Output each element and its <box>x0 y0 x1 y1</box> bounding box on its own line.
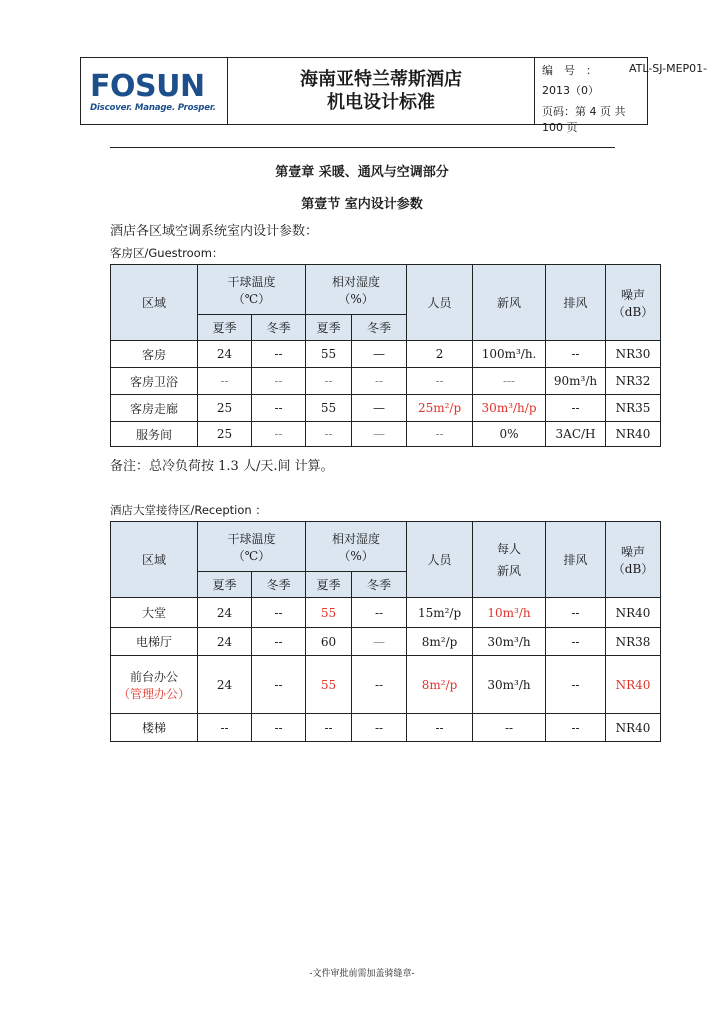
table-cell: 电梯厅 <box>111 628 198 656</box>
table-cell: 30m³/h/p <box>473 395 546 422</box>
table-cell: 8m²/p <box>407 656 473 714</box>
table-cell: 90m³/h <box>546 368 606 395</box>
table-cell: 楼梯 <box>111 714 198 742</box>
table-cell: -- <box>252 714 306 742</box>
table-cell: 客房 <box>111 341 198 368</box>
table-cell: 24 <box>198 598 252 628</box>
table-cell: -- <box>306 714 352 742</box>
table-row <box>111 422 661 447</box>
table-cell: -- <box>546 714 606 742</box>
table-cell: -- <box>252 341 306 368</box>
document-info <box>536 58 708 134</box>
table-cell: -- <box>252 422 306 447</box>
page-info: 页码：第 4 页 共 100 页 <box>542 105 626 134</box>
table-cell: 24 <box>198 628 252 656</box>
col-hum-winter: 冬季 <box>352 572 407 598</box>
document-title <box>228 58 535 124</box>
col-temp-summer: 夏季 <box>198 315 252 341</box>
table-cell: 55 <box>306 341 352 368</box>
guestroom-note: 备注：总冷负荷按 1.3 人/天.间 计算。 <box>110 459 334 474</box>
table-row <box>111 368 661 395</box>
title-line-2: 机电设计标准 <box>327 92 435 113</box>
table-row <box>111 628 661 656</box>
table-row <box>111 598 661 628</box>
table-cell: -- <box>546 395 606 422</box>
col-temp: 干球温度 （℃） <box>198 265 306 315</box>
doc-number-label: 编 号 ： <box>542 64 597 77</box>
table-cell: 30m³/h <box>473 628 546 656</box>
table-cell: NR40 <box>606 598 661 628</box>
table-cell: -- <box>252 368 306 395</box>
col-temp-winter: 冬季 <box>252 572 306 598</box>
table-cell: 15m²/p <box>407 598 473 628</box>
reception-caption: 酒店大堂接待区/Reception ： <box>110 503 267 517</box>
table-cell: NR30 <box>606 341 661 368</box>
table-cell: -- <box>306 368 352 395</box>
col-temp-winter: 冬季 <box>252 315 306 341</box>
col-people: 人员 <box>407 265 473 341</box>
table-cell: 客房卫浴 <box>111 368 198 395</box>
company-logo <box>81 58 228 124</box>
table-cell: 3AC/H <box>546 422 606 447</box>
table-cell: -- <box>252 395 306 422</box>
col-area: 区域 <box>111 522 198 598</box>
table-cell: — <box>352 628 407 656</box>
col-exhaust: 排风 <box>546 265 606 341</box>
table-cell: -- <box>306 422 352 447</box>
document-header <box>80 57 708 134</box>
table-cell: 55 <box>306 395 352 422</box>
table-cell: 24 <box>198 656 252 714</box>
table-cell: -- <box>352 368 407 395</box>
table-cell: -- <box>546 628 606 656</box>
table-cell: -- <box>546 598 606 628</box>
table-cell: NR40 <box>606 656 661 714</box>
table-cell: — <box>352 422 407 447</box>
table-cell: -- <box>252 628 306 656</box>
col-humidity: 相对湿度 （%） <box>306 522 407 572</box>
col-exhaust: 排风 <box>546 522 606 598</box>
table-row <box>111 656 661 714</box>
col-hum-summer: 夏季 <box>306 572 352 598</box>
table-cell: 服务间 <box>111 422 198 447</box>
title-line-1: 海南亚特兰蒂斯酒店 <box>300 69 462 90</box>
header-divider <box>110 147 615 148</box>
logo-tagline: Discover. Manage. Prosper. <box>90 103 216 113</box>
table-cell: 25m²/p <box>407 395 473 422</box>
table-cell: NR38 <box>606 628 661 656</box>
table-cell: 100m³/h. <box>473 341 546 368</box>
table-cell: -- <box>352 598 407 628</box>
col-noise: 噪声 （dB） <box>606 522 661 598</box>
table-cell: -- <box>407 422 473 447</box>
table-cell: -- <box>352 714 407 742</box>
table-cell: NR32 <box>606 368 661 395</box>
col-humidity: 相对湿度 （%） <box>306 265 407 315</box>
table-cell: 30m³/h <box>473 656 546 714</box>
table-row <box>111 341 661 368</box>
col-temp: 干球温度 （℃） <box>198 522 306 572</box>
chapter-title: 第壹章 采暖、通风与空调部分 <box>275 165 449 180</box>
doc-number-value-2: 2013（0） <box>542 84 599 97</box>
table-cell: 前台办公 （管理办公） <box>111 656 198 714</box>
col-noise: 噪声 （dB） <box>606 265 661 341</box>
guestroom-caption: 客房区/Guestroom： <box>110 246 224 260</box>
reception-table <box>110 521 661 742</box>
table-cell: NR40 <box>606 422 661 447</box>
table-cell: — <box>352 395 407 422</box>
table-cell: -- <box>252 656 306 714</box>
table-cell: NR40 <box>606 714 661 742</box>
table-cell: -- <box>407 714 473 742</box>
table-cell: -- <box>407 368 473 395</box>
col-fresh-air: 每人 新风 <box>473 522 546 598</box>
table-cell: -- <box>473 714 546 742</box>
table-cell: -- <box>352 656 407 714</box>
table-cell: 55 <box>306 598 352 628</box>
col-temp-summer: 夏季 <box>198 572 252 598</box>
table-cell: 25 <box>198 395 252 422</box>
table-cell: -- <box>198 714 252 742</box>
table-row <box>111 395 661 422</box>
table-cell: 客房走廊 <box>111 395 198 422</box>
table-cell: -- <box>546 656 606 714</box>
table-cell: 10m³/h <box>473 598 546 628</box>
table-cell: 8m²/p <box>407 628 473 656</box>
page-footer: -文件审批前需加盖骑缝章- <box>309 969 415 979</box>
col-hum-winter: 冬季 <box>352 315 407 341</box>
col-area: 区域 <box>111 265 198 341</box>
section-title: 第壹节 室内设计参数 <box>301 197 423 212</box>
table-cell: 55 <box>306 656 352 714</box>
col-fresh-air: 新风 <box>473 265 546 341</box>
logo-wordmark: FOSUN <box>90 69 205 104</box>
table-cell: --- <box>473 368 546 395</box>
table-cell: 24 <box>198 341 252 368</box>
table-cell: 2 <box>407 341 473 368</box>
doc-number <box>542 62 722 78</box>
table-cell: -- <box>252 598 306 628</box>
table-cell: NR35 <box>606 395 661 422</box>
doc-number-value: ATL-SJ-MEP01- <box>629 62 708 75</box>
table-cell: — <box>352 341 407 368</box>
col-people: 人员 <box>407 522 473 598</box>
table-cell: 25 <box>198 422 252 447</box>
table-row <box>111 714 661 742</box>
intro-text: 酒店各区域空调系统室内设计参数： <box>110 224 319 239</box>
col-hum-summer: 夏季 <box>306 315 352 341</box>
table-cell: -- <box>546 341 606 368</box>
table-cell: 0% <box>473 422 546 447</box>
guestroom-table <box>110 264 661 447</box>
table-cell: 大堂 <box>111 598 198 628</box>
table-cell: 60 <box>306 628 352 656</box>
table-cell: -- <box>198 368 252 395</box>
